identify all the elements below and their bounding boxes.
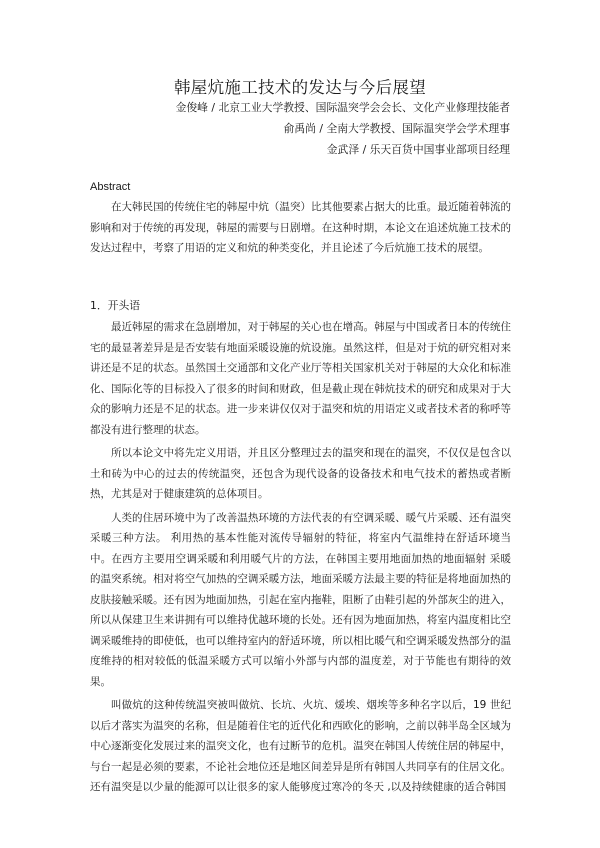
author-name: 俞禹尚 bbox=[283, 122, 316, 135]
author-line bbox=[327, 142, 510, 157]
abstract-text: 在大韩民国的传统住宅的韩屋中炕（温突）比其他要素占据大的比重。最近随着韩流的影响和对于传统的再发现，韩屋的需要与日剧增。在这种时期，本论文在追述炕施工技术的发达过程中，考察了用语的定义和炕的种类变化，并且论述了今后炕施工技术的展望。 bbox=[90, 201, 511, 254]
author-line bbox=[176, 100, 510, 115]
author-name: 金俊峰 bbox=[175, 101, 208, 114]
body-paragraph: 最近韩屋的需求在急剧增加，对于韩屋的关心也在增高。韩屋与中国或者日本的传统住宅的最显著差异是是否安装有地面采暖设施的炕设施。虽然这样，但是对于炕的研究相对来讲还是不足的状态。虽然国土交通部和文化产业厅等相关国家机关对于韩屋的大众化和标准化、国际化等的目标投入了很多的时间和财政，但是截止现在韩炕技术的研究和成果对于大众的影响力还是不足的状态。进一步来讲仅仅对于温突和炕的用语定义或者技术者的称呼等都没有进行整理的状态。 bbox=[90, 321, 511, 436]
paper-title: 韩屋炕施工技术的发达与今后展望 bbox=[174, 78, 426, 97]
body-paragraph: 叫做炕的这种传统温突被叫做炕、长坑、火坑、煖埃、烟埃等多种名字以后，19 世纪以后才落实为温突的名称，但是随着住宅的近代化和西欧化的影响，之前以韩半岛全区域为中心逐渐变化发展过来的温突文化，也有过断节的危机。温突在韩国人传统住居的韩屋中，与台一起是必须的要素，不论社会地位还是地区间差异是所有韩国人共同享有的住居文化。还有温突是以少量的能源可以让很多的家人能够度过寒冷的冬天 ,以及持续健康的适合韩国 bbox=[90, 699, 511, 793]
section-body bbox=[90, 317, 511, 801]
author-affiliation: 北京工业大学教授、国际温突学会会长、文化产业修理技能者 bbox=[218, 101, 510, 114]
section-heading: 1．开头语 bbox=[90, 299, 141, 312]
author-line bbox=[284, 121, 510, 136]
author-separator: / bbox=[362, 143, 367, 156]
body-paragraph: 人类的住居环境中为了改善温热环境的方法代表的有空调采暖、暖气片采暖、还有温突采暖三种方法。 利用热的基本性能对流传导辐射的特征，将室内气温维持在舒适环境当中。在西方主要用空调采暖和利用暖气片的方法，在韩国主要用地面加热的地面辐射 采暖的温突系统。相对将空气加热的空调采暖方法，地面采暖方法最主要的特征是将地面加热的皮肤接触采暖。还有因为地面加热，引起在室内拖鞋，阻断了由鞋引起的外部灰尘的进入，所以从保建卫生来讲拥有可以维持优越环境的长处。还有因为地面加热，将室内温度相比空调采暖维持的即使低，也可以维持室内的舒适环境，所以相比暖气和空调采暖发热部分的温度维持的相对较低的低温采暖方式可以缩小外部与内部的温度差，对于节能也有期待的效果。 bbox=[90, 511, 511, 688]
author-name: 金武泽 bbox=[326, 143, 360, 156]
author-affiliation: 全南大学教授、国际温突学会学术理事 bbox=[326, 122, 510, 135]
author-separator: / bbox=[211, 101, 216, 114]
author-separator: / bbox=[319, 122, 324, 135]
author-affiliation: 乐天百货中国事业部项目经理 bbox=[369, 143, 510, 156]
abstract-heading: Abstract bbox=[90, 181, 131, 193]
body-paragraph: 所以本论文中将先定义用语，并且区分整理过去的温突和现在的温突，不仅仅是包含以土和砖为中心的过去的传统温突，还包含为现代设备的设备技术和电气技术的蓄热或者断热，尤其是对于健康建筑的总体项目。 bbox=[90, 447, 511, 500]
